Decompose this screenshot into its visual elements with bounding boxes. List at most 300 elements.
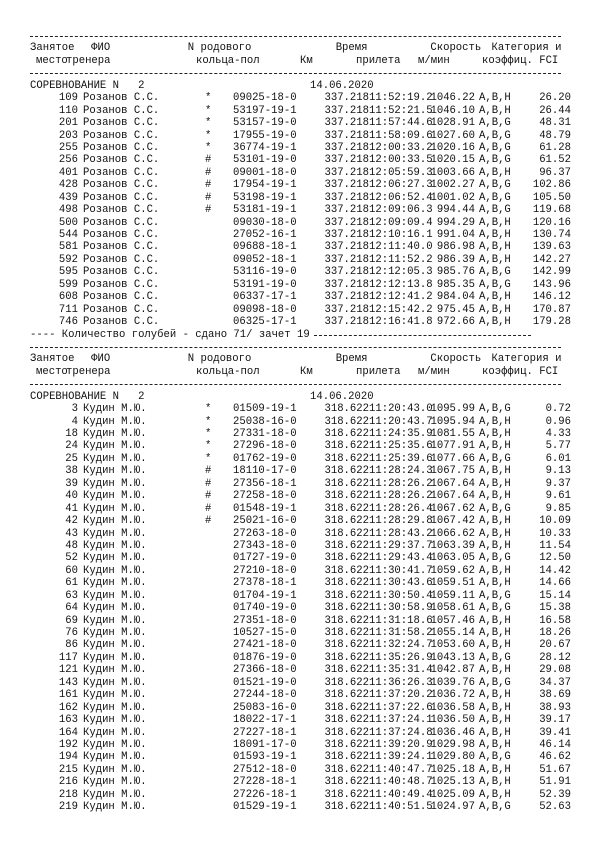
arrival-time-cell: 12:00:33.2 xyxy=(369,141,433,154)
distance-cell: 318.622 xyxy=(324,564,369,577)
category-cell: A,B,H xyxy=(479,104,511,117)
trainer-name-cell: Кудин М.Ю. xyxy=(83,714,147,727)
speed-cell: 1055.14 xyxy=(430,627,475,639)
mark-cell xyxy=(205,652,233,664)
table-row xyxy=(30,117,600,129)
speed-cell: 1095.99 xyxy=(430,403,475,416)
category-cell: A,B,G xyxy=(479,801,511,814)
speed-cell: 1095.94 xyxy=(430,415,475,428)
place-cell: 163 xyxy=(58,714,78,727)
fci-cell: 179.28 xyxy=(532,316,571,329)
table-row xyxy=(30,639,600,651)
header-label: Время xyxy=(335,353,368,366)
table-row xyxy=(30,478,600,490)
trainer-name-cell: Розанов С.С. xyxy=(83,241,160,254)
fci-cell: 170.87 xyxy=(532,303,571,316)
arrival-time-cell: 11:52:21.5 xyxy=(369,104,433,117)
ring-number-cell: 06325-17-1 xyxy=(233,316,297,329)
table-row xyxy=(30,503,600,515)
arrival-time-cell: 11:35:31.4 xyxy=(369,664,433,677)
mark-cell: # xyxy=(205,204,212,217)
mark-cell xyxy=(205,279,233,291)
ring-number-cell: 27052-16-1 xyxy=(233,229,297,241)
fci-cell: 0.96 xyxy=(545,415,571,428)
fci-cell: 46.14 xyxy=(539,738,571,751)
category-cell: A,B,H xyxy=(479,216,511,229)
speed-cell: 1067.64 xyxy=(430,490,475,503)
mark-cell xyxy=(205,764,233,776)
speed-cell: 1025.18 xyxy=(430,763,475,776)
category-cell: A,B,G xyxy=(479,154,511,167)
distance-cell: 318.622 xyxy=(324,676,369,689)
arrival-time-cell: 12:05:59.3 xyxy=(369,166,433,179)
ring-number-cell: 53157-19-0 xyxy=(233,117,297,130)
arrival-time-cell: 11:40:49.4 xyxy=(369,788,433,801)
distance-cell: 318.622 xyxy=(324,614,369,627)
fci-cell: 26.44 xyxy=(539,104,571,117)
place-cell: 18 xyxy=(65,428,78,440)
category-cell: A,B,H xyxy=(479,477,511,490)
category-cell: A,B,H xyxy=(479,701,511,714)
trainer-name-cell: Кудин М.Ю. xyxy=(83,502,147,515)
mark-cell xyxy=(205,316,233,328)
mark-cell xyxy=(205,565,233,577)
category-cell: A,B,H xyxy=(479,515,511,528)
fci-cell: 146.12 xyxy=(532,291,571,304)
speed-cell: 994.29 xyxy=(436,216,475,229)
arrival-time-cell: 11:25:39.6 xyxy=(369,452,433,465)
table-row xyxy=(30,627,600,639)
place-cell: 192 xyxy=(58,738,78,751)
arrival-time-cell: 12:12:41.2 xyxy=(369,291,433,304)
mark-cell xyxy=(205,776,233,788)
trainer-name-cell: Кудин М.Ю. xyxy=(83,602,147,615)
category-cell: A,B,H xyxy=(479,253,511,266)
place-cell: 41 xyxy=(65,502,78,515)
mark-cell: * xyxy=(205,117,212,130)
place-cell: 608 xyxy=(58,291,78,304)
place-cell: 3 xyxy=(71,403,78,416)
table-row xyxy=(30,316,600,328)
mark-cell: # xyxy=(205,465,212,478)
distance-cell: 337.218 xyxy=(324,141,369,154)
ring-number-cell: 17954-19-1 xyxy=(233,179,297,192)
fci-cell: 142.27 xyxy=(532,253,571,266)
trainer-name-cell: Кудин М.Ю. xyxy=(83,440,147,453)
ring-number-cell: 53181-19-1 xyxy=(233,204,297,217)
mark-cell xyxy=(205,528,233,540)
header-label: Занятое xyxy=(30,42,75,55)
mark-cell: # xyxy=(205,179,212,192)
speed-cell: 975.45 xyxy=(436,303,475,316)
mark-cell xyxy=(205,590,233,602)
arrival-time-cell: 12:12:13.8 xyxy=(369,278,433,291)
speed-cell: 1067.75 xyxy=(430,465,475,478)
ring-number-cell: 01876-19-0 xyxy=(233,651,297,664)
fci-cell: 34.37 xyxy=(539,676,571,689)
header-label: коэффиц. FCI xyxy=(482,54,559,67)
trainer-name-cell: Кудин М.Ю. xyxy=(83,452,147,465)
distance-cell: 318.622 xyxy=(324,527,369,540)
trainer-name-cell: Кудин М.Ю. xyxy=(83,801,147,814)
place-cell: 439 xyxy=(58,191,78,204)
category-cell: A,B,H xyxy=(479,776,511,789)
place-cell: 428 xyxy=(58,179,78,192)
place-cell: 121 xyxy=(58,664,78,677)
mark-cell: * xyxy=(205,403,212,416)
fci-cell: 9.61 xyxy=(545,490,571,503)
place-cell: 544 xyxy=(58,229,78,241)
header-label: Время xyxy=(335,42,368,55)
arrival-time-cell: 11:29:43.4 xyxy=(369,552,433,565)
ring-number-cell: 17955-19-0 xyxy=(233,129,297,142)
fci-cell: 28.12 xyxy=(539,651,571,664)
ring-number-cell: 27512-18-0 xyxy=(233,763,297,776)
speed-cell: 1039.76 xyxy=(430,676,475,689)
speed-cell: 1067.42 xyxy=(430,515,475,528)
place-cell: 203 xyxy=(58,129,78,142)
speed-cell: 1036.72 xyxy=(430,689,475,702)
header-label: Категория и xyxy=(491,42,562,55)
header-label: Категория и xyxy=(491,353,562,366)
trainer-name-cell: Розанов С.С. xyxy=(83,154,160,167)
speed-cell: 986.98 xyxy=(436,241,475,254)
speed-cell: 1046.22 xyxy=(430,92,475,105)
ring-number-cell: 27227-18-1 xyxy=(233,726,297,739)
speed-cell: 994.44 xyxy=(436,204,475,217)
ring-number-cell: 27210-18-0 xyxy=(233,564,297,577)
category-cell: A,B,G xyxy=(479,676,511,689)
fci-cell: 0.72 xyxy=(545,403,571,416)
distance-cell: 318.622 xyxy=(324,651,369,664)
ring-number-cell: 27356-18-1 xyxy=(233,477,297,490)
ring-number-cell: 01521-19-0 xyxy=(233,676,297,689)
speed-cell: 991.04 xyxy=(436,229,475,241)
place-cell: 599 xyxy=(58,278,78,291)
table-row xyxy=(30,179,600,191)
table-row xyxy=(30,677,600,689)
table-row xyxy=(30,776,600,788)
distance-cell: 337.218 xyxy=(324,291,369,304)
category-cell: A,B,H xyxy=(479,577,511,590)
category-cell: A,B,G xyxy=(479,589,511,602)
mark-cell xyxy=(205,217,233,229)
ring-number-cell: 10527-15-0 xyxy=(233,627,297,639)
ring-number-cell: 25038-16-0 xyxy=(233,415,297,428)
trainer-name-cell: Розанов С.С. xyxy=(83,216,160,229)
competition-title: СОРЕВНОВАНИЕ N 2 xyxy=(30,390,145,403)
arrival-time-cell: 12:16:41.8 xyxy=(369,316,433,329)
fci-cell: 14.66 xyxy=(539,577,571,590)
category-cell: A,B,G xyxy=(479,141,511,154)
distance-cell: 337.218 xyxy=(324,92,369,105)
trainer-name-cell: Розанов С.С. xyxy=(83,316,160,329)
ring-number-cell: 27228-18-1 xyxy=(233,776,297,789)
distance-cell: 318.622 xyxy=(324,714,369,727)
distance-cell: 318.622 xyxy=(324,502,369,515)
header-label: Скорость xyxy=(430,42,482,55)
trainer-name-cell: Кудин М.Ю. xyxy=(83,639,147,652)
category-cell: A,B,H xyxy=(479,465,511,478)
mark-cell xyxy=(205,291,233,303)
competition-line xyxy=(30,391,600,403)
separator-line xyxy=(30,30,600,42)
table-row xyxy=(30,490,600,502)
arrival-time-cell: 11:39:20.9 xyxy=(369,738,433,751)
trainer-name-cell: Розанов С.С. xyxy=(83,179,160,192)
ring-number-cell: 01529-19-1 xyxy=(233,801,297,814)
distance-cell: 318.622 xyxy=(324,788,369,801)
place-cell: 746 xyxy=(58,316,78,329)
trainer-name-cell: Кудин М.Ю. xyxy=(83,577,147,590)
arrival-time-cell: 11:40:48.7 xyxy=(369,776,433,789)
table-row xyxy=(30,751,600,763)
table-row xyxy=(30,154,600,166)
distance-cell: 337.218 xyxy=(324,204,369,217)
category-cell: A,B,H xyxy=(479,527,511,540)
category-cell: A,B,G xyxy=(479,452,511,465)
speed-cell: 1001.02 xyxy=(430,191,475,204)
mark-cell xyxy=(205,266,233,278)
competition-line xyxy=(30,80,600,92)
place-cell: 109 xyxy=(58,92,78,105)
ring-number-cell: 01762-19-0 xyxy=(233,452,297,465)
mark-cell: * xyxy=(205,415,212,428)
category-cell: A,B,G xyxy=(479,602,511,615)
fci-cell: 61.28 xyxy=(539,141,571,154)
mark-cell: # xyxy=(205,502,212,515)
speed-cell: 1077.91 xyxy=(430,440,475,453)
speed-cell: 1003.66 xyxy=(430,166,475,179)
arrival-time-cell: 11:30:50.4 xyxy=(369,589,433,602)
table-row xyxy=(30,540,600,552)
speed-cell: 1029.98 xyxy=(430,738,475,751)
trainer-name-cell: Кудин М.Ю. xyxy=(83,763,147,776)
distance-cell: 318.622 xyxy=(324,465,369,478)
arrival-time-cell: 12:06:27.3 xyxy=(369,179,433,192)
trainer-name-cell: Розанов С.С. xyxy=(83,117,160,130)
mark-cell xyxy=(205,639,233,651)
table-row xyxy=(30,403,600,415)
category-cell: A,B,G xyxy=(479,129,511,142)
distance-cell: 337.218 xyxy=(324,278,369,291)
category-cell: A,B,H xyxy=(479,490,511,503)
mark-cell xyxy=(205,677,233,689)
table-row xyxy=(30,105,600,117)
arrival-time-cell: 11:37:20.2 xyxy=(369,689,433,702)
distance-cell: 318.622 xyxy=(324,726,369,739)
mark-cell xyxy=(205,751,233,763)
distance-cell: 318.622 xyxy=(324,763,369,776)
place-cell: 69 xyxy=(65,614,78,627)
ring-number-cell: 01509-19-1 xyxy=(233,403,297,416)
trainer-name-cell: Розанов С.С. xyxy=(83,166,160,179)
category-cell: A,B,H xyxy=(479,627,511,639)
category-cell: A,B,G xyxy=(479,552,511,565)
mark-cell xyxy=(205,241,233,253)
distance-cell: 318.622 xyxy=(324,477,369,490)
mark-cell xyxy=(205,552,233,564)
table-row xyxy=(30,254,600,266)
mark-cell: # xyxy=(205,154,212,167)
table-row xyxy=(30,204,600,216)
distance-cell: 318.622 xyxy=(324,515,369,528)
category-cell: A,B,H xyxy=(479,788,511,801)
ring-number-cell: 27226-18-1 xyxy=(233,788,297,801)
trainer-name-cell: Кудин М.Ю. xyxy=(83,539,147,552)
distance-cell: 337.218 xyxy=(324,179,369,192)
pigeon-count-text: ---- Количество голубей - сдано 71/ зачет 19 xyxy=(30,328,310,341)
competition-date: 14.06.2020 xyxy=(310,390,374,403)
speed-cell: 1020.15 xyxy=(430,154,475,167)
competition-date: 14.06.2020 xyxy=(310,79,374,92)
category-cell: A,B,H xyxy=(479,726,511,739)
fci-cell: 16.58 xyxy=(539,614,571,627)
mark-cell xyxy=(205,304,233,316)
header-label: кольца-пол xyxy=(196,365,260,378)
arrival-time-cell: 12:00:33.5 xyxy=(369,154,433,167)
speed-cell: 1029.80 xyxy=(430,751,475,764)
table-row xyxy=(30,142,600,154)
table-row xyxy=(30,465,600,477)
trainer-name-cell: Розанов С.С. xyxy=(83,266,160,279)
fci-cell: 143.96 xyxy=(532,278,571,291)
category-cell: A,B,H xyxy=(479,738,511,751)
fci-cell: 46.62 xyxy=(539,751,571,764)
fci-cell: 9.37 xyxy=(545,477,571,490)
trainer-name-cell: Розанов С.С. xyxy=(83,303,160,316)
ring-number-cell: 53116-19-0 xyxy=(233,266,297,279)
table-row xyxy=(30,714,600,726)
speed-cell: 986.39 xyxy=(436,253,475,266)
table-row xyxy=(30,428,600,440)
speed-cell: 1053.60 xyxy=(430,639,475,652)
table-row xyxy=(30,602,600,614)
speed-cell: 1059.62 xyxy=(430,564,475,577)
table-row xyxy=(30,702,600,714)
arrival-time-cell: 11:52:19.2 xyxy=(369,92,433,105)
category-cell: A,B,H xyxy=(479,614,511,627)
table-row xyxy=(30,229,600,241)
header-label: Занятое xyxy=(30,353,75,366)
trainer-name-cell: Розанов С.С. xyxy=(83,253,160,266)
speed-cell: 985.35 xyxy=(436,278,475,291)
ring-number-cell: 25083-16-0 xyxy=(233,701,297,714)
category-cell: A,B,H xyxy=(479,539,511,552)
table-row xyxy=(30,416,600,428)
speed-cell: 1059.51 xyxy=(430,577,475,590)
mark-cell xyxy=(205,615,233,627)
table-row xyxy=(30,304,600,316)
arrival-time-cell: 11:32:24.7 xyxy=(369,639,433,652)
place-cell: 40 xyxy=(65,490,78,503)
header-label: коэффиц. FCI xyxy=(482,365,559,378)
trainer-name-cell: Розанов С.С. xyxy=(83,229,160,241)
distance-cell: 318.622 xyxy=(324,440,369,453)
mark-cell xyxy=(205,689,233,701)
trainer-name-cell: Розанов С.С. xyxy=(83,129,160,142)
distance-cell: 337.218 xyxy=(324,303,369,316)
place-cell: 48 xyxy=(65,539,78,552)
fci-cell: 96.37 xyxy=(539,166,571,179)
trainer-name-cell: Розанов С.С. xyxy=(83,141,160,154)
category-cell: A,B,H xyxy=(479,639,511,652)
distance-cell: 318.622 xyxy=(324,664,369,677)
ring-number-cell: 01593-19-1 xyxy=(233,751,297,764)
competition-title: СОРЕВНОВАНИЕ N 2 xyxy=(30,79,145,92)
place-cell: 162 xyxy=(58,701,78,714)
mark-cell: # xyxy=(205,515,212,528)
category-cell: A,B,H xyxy=(479,166,511,179)
ring-number-cell: 27244-18-0 xyxy=(233,689,297,702)
place-cell: 401 xyxy=(58,166,78,179)
category-cell: A,B,H xyxy=(479,92,511,105)
fci-cell: 12.50 xyxy=(539,552,571,565)
category-cell: A,B,G xyxy=(479,191,511,204)
arrival-time-cell: 11:24:35.9 xyxy=(369,428,433,440)
trainer-name-cell: Кудин М.Ю. xyxy=(83,664,147,677)
trainer-name-cell: Кудин М.Ю. xyxy=(83,738,147,751)
mark-cell: # xyxy=(205,490,212,503)
speed-cell: 1046.10 xyxy=(430,104,475,117)
fci-cell: 5.77 xyxy=(545,440,571,453)
fci-cell: 10.09 xyxy=(539,515,571,528)
trainer-name-cell: Кудин М.Ю. xyxy=(83,477,147,490)
place-cell: 201 xyxy=(58,117,78,130)
ring-number-cell: 53198-19-1 xyxy=(233,191,297,204)
distance-cell: 337.218 xyxy=(324,316,369,329)
footer-dash-fill xyxy=(310,329,531,341)
table-row xyxy=(30,92,600,104)
fci-cell: 52.39 xyxy=(539,788,571,801)
speed-cell: 1042.87 xyxy=(430,664,475,677)
mark-cell: * xyxy=(205,452,212,465)
arrival-time-cell: 12:12:05.3 xyxy=(369,266,433,279)
fci-cell: 61.52 xyxy=(539,154,571,167)
distance-cell: 318.622 xyxy=(324,627,369,639)
distance-cell: 318.622 xyxy=(324,403,369,416)
ring-number-cell: 36774-19-1 xyxy=(233,141,297,154)
place-cell: 592 xyxy=(58,253,78,266)
arrival-time-cell: 11:28:29.8 xyxy=(369,515,433,528)
speed-cell: 984.04 xyxy=(436,291,475,304)
place-cell: 117 xyxy=(58,651,78,664)
category-cell: A,B,G xyxy=(479,278,511,291)
fci-cell: 52.63 xyxy=(539,801,571,814)
ring-number-cell: 27263-18-0 xyxy=(233,527,297,540)
trainer-name-cell: Кудин М.Ю. xyxy=(83,403,147,416)
ring-number-cell: 09001-18-0 xyxy=(233,166,297,179)
place-cell: 164 xyxy=(58,726,78,739)
speed-cell: 1028.91 xyxy=(430,117,475,130)
place-cell: 194 xyxy=(58,751,78,764)
fci-cell: 102.86 xyxy=(532,179,571,192)
mark-cell xyxy=(205,702,233,714)
separator-line xyxy=(30,67,600,79)
ring-number-cell: 01548-19-1 xyxy=(233,502,297,515)
arrival-time-cell: 12:15:42.2 xyxy=(369,303,433,316)
arrival-time-cell: 11:31:58.2 xyxy=(369,627,433,639)
speed-cell: 1058.61 xyxy=(430,602,475,615)
table-row xyxy=(30,528,600,540)
fci-cell: 14.42 xyxy=(539,564,571,577)
place-cell: 581 xyxy=(58,241,78,254)
header-label: тренера xyxy=(66,54,111,67)
fci-cell: 39.17 xyxy=(539,714,571,727)
trainer-name-cell: Розанов С.С. xyxy=(83,291,160,304)
trainer-name-cell: Розанов С.С. xyxy=(83,278,160,291)
ring-number-cell: 27343-18-0 xyxy=(233,539,297,552)
